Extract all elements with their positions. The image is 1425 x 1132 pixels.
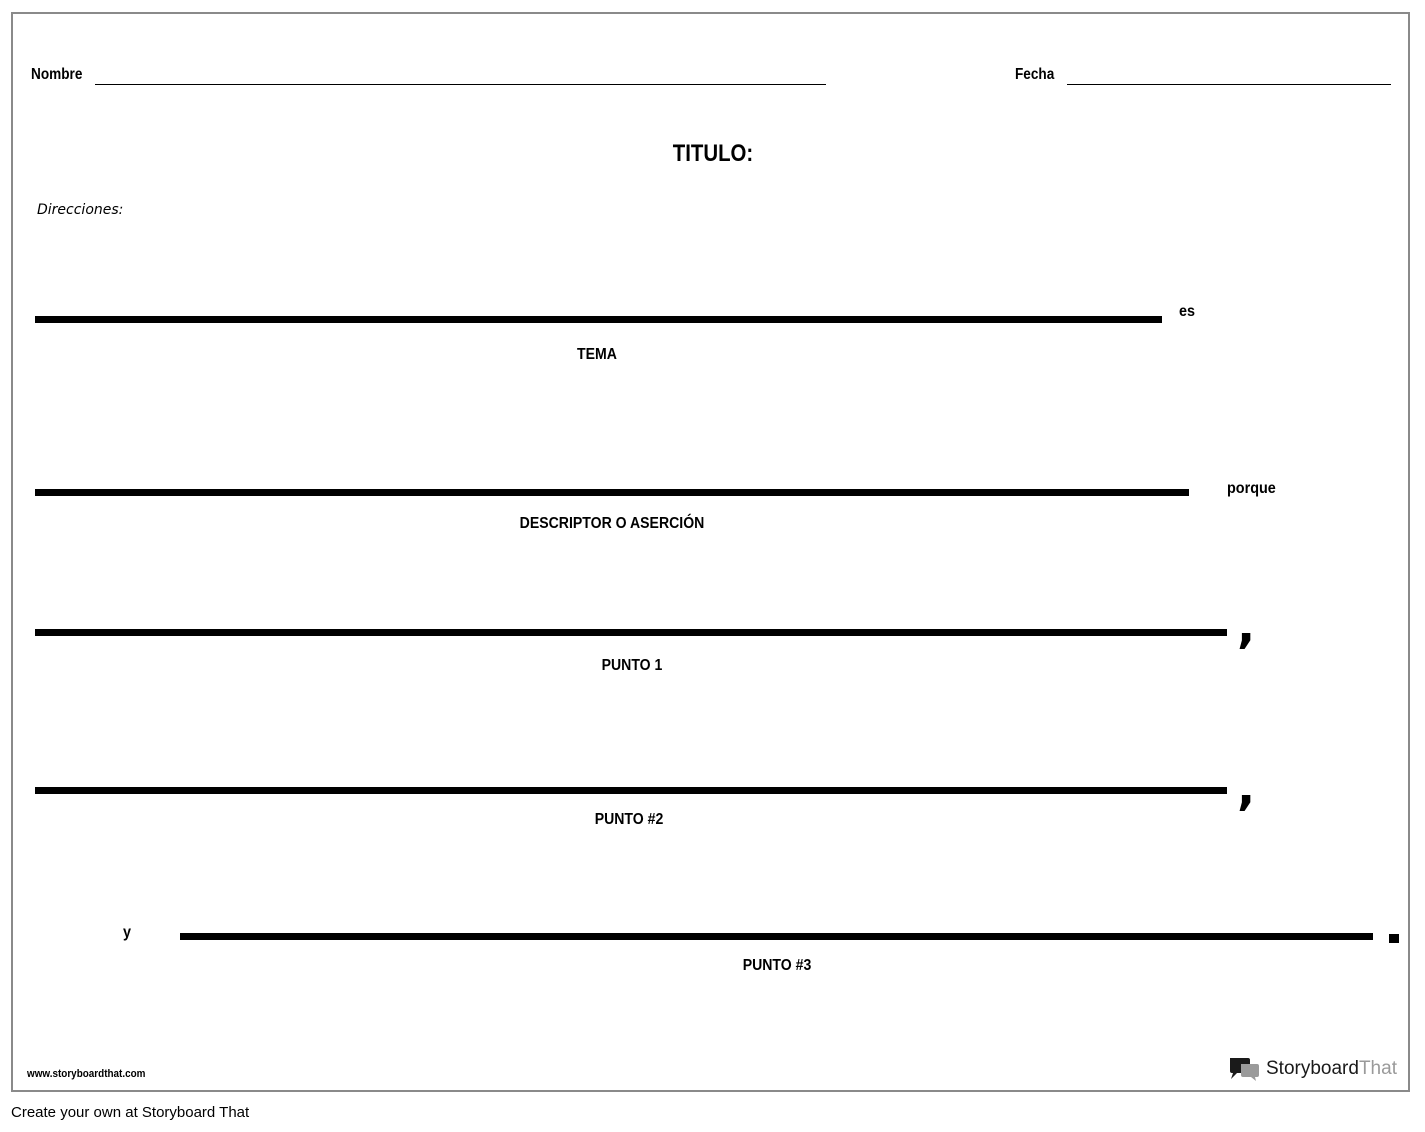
- caption-punto2: PUNTO #2: [594, 811, 664, 828]
- caption-punto1: PUNTO 1: [601, 657, 663, 674]
- punto1-line: [35, 629, 1227, 636]
- storyboardthat-logo: [1228, 1056, 1397, 1082]
- comma-punto1: ,: [1237, 598, 1256, 654]
- directions-label: Direcciones:: [37, 202, 124, 218]
- worksheet-title: TITULO:: [672, 140, 754, 167]
- tema-line: [35, 316, 1162, 323]
- worksheet: [11, 12, 1410, 1092]
- descriptor-line: [35, 489, 1189, 496]
- comma-punto2: ,: [1237, 760, 1256, 816]
- speech-bubbles-icon: [1228, 1056, 1260, 1082]
- caption-punto3: PUNTO #3: [742, 957, 812, 974]
- punto3-line: [180, 933, 1373, 940]
- logo-text-that: That: [1358, 1058, 1397, 1079]
- connector-y: y: [123, 924, 132, 941]
- logo-text-storyboard: Storyboard: [1266, 1058, 1359, 1079]
- caption-tema: TEMA: [577, 346, 617, 363]
- connector-porque: porque: [1227, 480, 1276, 497]
- caption-descriptor: DESCRIPTOR O ASERCIÓN: [519, 515, 705, 532]
- name-label: Nombre: [31, 66, 83, 83]
- date-line: [1067, 84, 1391, 85]
- create-your-own-link[interactable]: Create your own at Storyboard That: [11, 1104, 250, 1121]
- connector-es: es: [1179, 303, 1196, 320]
- date-label: Fecha: [1015, 66, 1055, 83]
- punto2-line: [35, 787, 1227, 794]
- period-mark: [1389, 934, 1399, 943]
- name-line: [95, 84, 826, 85]
- footer-url: www.storyboardthat.com: [27, 1068, 146, 1080]
